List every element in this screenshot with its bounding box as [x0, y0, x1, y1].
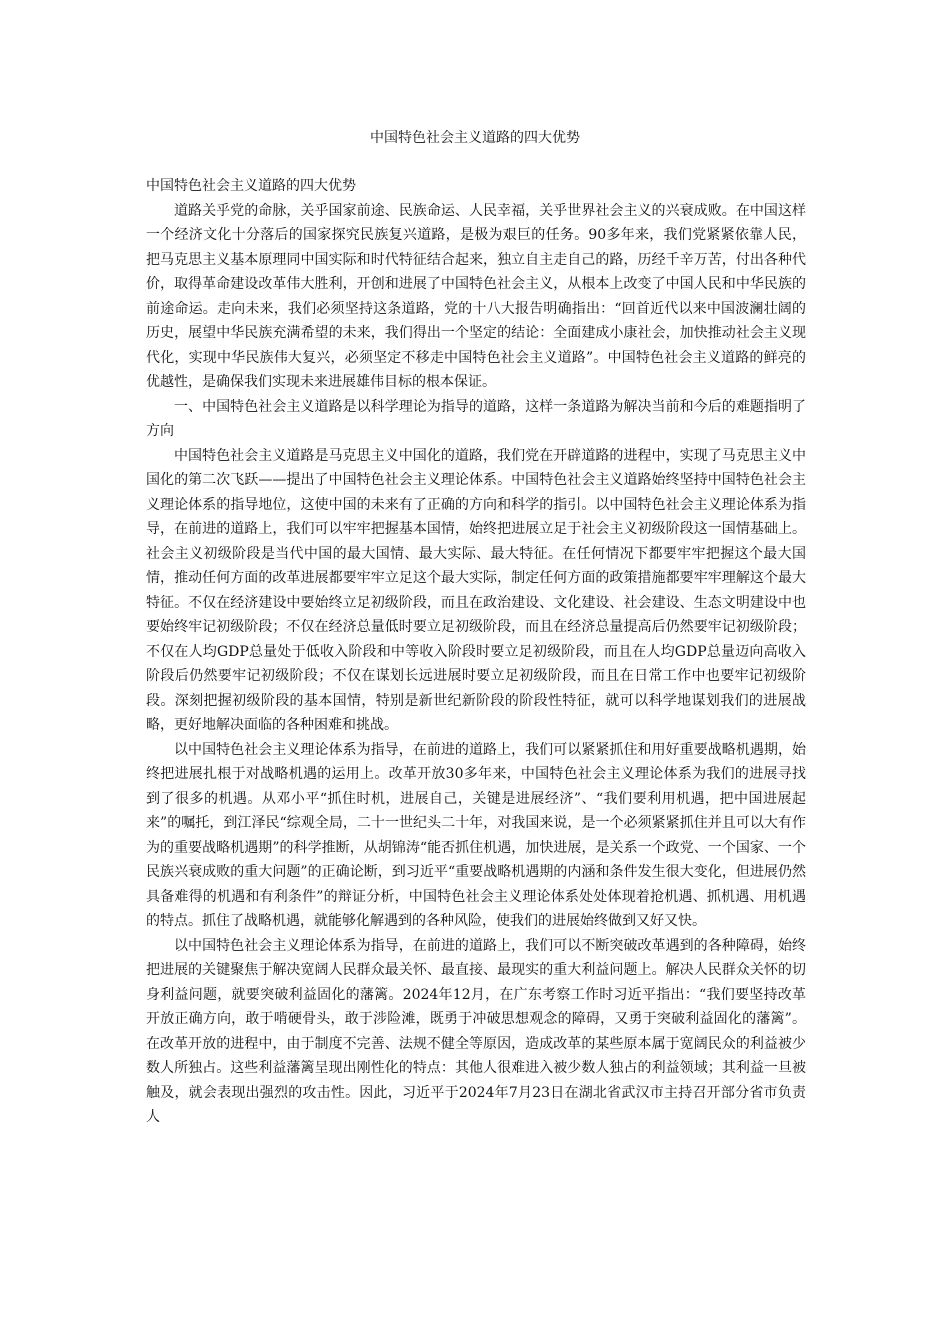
- paragraph-theory-guidance: 中国特色社会主义道路是马克思主义中国化的道路，我们党在开辟道路的进程中，实现了马克思主义中国化的第二次飞跃——提出了中国特色社会主义理论体系。中国特色社会主义道路始终坚持中国特色社会主义理论体系的指导地位，这使中国的未来有了正确的方向和科学的指引。以中国特色社会主义理论体系为指导，在前进的道路上，我们可以牢牢把握基本国情，始终把进展立足于社会主义初级阶段这一国情基础上。社会主义初级阶段是当代中国的最大国情、最大实际、最大特征。在任何情况下都要牢牢把握这个最大国情，推动任何方面的改革进展都要牢牢立足这个最大实际，制定任何方面的政策措施都要牢牢理解这个最大特征。不仅在经济建设中要始终立足初级阶段，而且在政治建设、文化建设、社会建设、生态文明建设中也要始终牢记初级阶段；不仅在经济总量低时要立足初级阶段，而且在经济总量提高后仍然要牢记初级阶段；不仅在人均GDP总量处于低收入阶段和中等收入阶段时要立足初级阶段，而且在人均GDP总量迈向高收入阶段后仍然要牢记初级阶段；不仅在谋划长远进展时要立足初级阶段，而且在日常工作中也要牢记初级阶段。深刻把握初级阶段的基本国情，特别是新世纪新阶段的阶段性特征，就可以科学地谋划我们的进展战略，更好地解决面临的各种困难和挑战。: [146, 447, 806, 733]
- paragraph-intro: 道路关乎党的命脉，关乎国家前途、民族命运、人民幸福，关乎世界社会主义的兴衰成败。在中国这样一个经济文化十分落后的国家探究民族复兴道路，是极为艰巨的任务。90多年来，我们党紧紧依靠人民，把马克思主义基本原理同中国实际和时代特征结合起来，独立自主走自己的路，历经千辛万苦，付出各种代价，取得革命建设改革伟大胜利，开创和进展了中国特色社会主义，从根本上改变了中国人民和中华民族的前途命运。走向未来，我们必须坚持这条道路，党的十八大报告明确指出：“回首近代以来中国波澜壮阔的历史，展望中华民族充满希望的未来，我们得出一个坚定的结论：全面建成小康社会，加快推动社会主义现代化，实现中华民族伟大复兴，必须坚定不移走中国特色社会主义道路”。中国特色社会主义道路的鲜亮的优越性，是确保我们实现未来进展雄伟目标的根本保证。: [146, 202, 806, 390]
- document-subtitle: 中国特色社会主义道路的四大优势: [146, 178, 356, 194]
- section-heading-1: 一、中国特色社会主义道路是以科学理论为指导的道路，这样一条道路为解决当前和今后的难题指明了方向: [146, 398, 806, 439]
- document-title: 中国特色社会主义道路的四大优势: [370, 130, 580, 146]
- paragraph-reform-obstacles: 以中国特色社会主义理论体系为指导，在前进的道路上，我们可以不断突破改革遇到的各种障碍，始终把进展的关键聚焦于解决宽阔人民群众最关怀、最直接、最现实的重大利益问题上。解决人民群众关怀的切身利益问题，就要突破利益固化的藩篱。2024年12月，在广东考察工作时习近平指出：“我们要坚持改革开放正确方向，敢于啃硬骨头，敢于涉险滩，既勇于冲破思想观念的障碍，又勇于突破利益固化的藩篱”。在改革开放的进程中，由于制度不完善、法规不健全等原因，造成改革的某些原本属于宽阔民众的利益被少数人所独占。这些利益藩篱呈现出刚性化的特点：其他人很难进入被少数人独占的利益领域；其利益一旦被触及，就会表现出强烈的攻击性。因此，习近平于2024年7月23日在湖北省武汉市主持召开部分省市负责人: [146, 937, 806, 1125]
- document-body: [146, 174, 806, 1130]
- paragraph-strategic-opportunity: 以中国特色社会主义理论体系为指导，在前进的道路上，我们可以紧紧抓住和用好重要战略机遇期，始终把进展扎根于对战略机遇的运用上。改革开放30多年来，中国特色社会主义理论体系为我们的进展寻找到了很多的机遇。从邓小平“抓住时机，进展自己，关键是进展经济”、“我们要利用机遇，把中国进展起来”的嘱托，到江泽民“综观全局，二十一世纪头二十年，对我国来说，是一个必须紧紧抓住并且可以大有作为的重要战略机遇期”的科学推断，从胡锦涛“能否抓住机遇，加快进展，是关系一个政党、一个国家、一个民族兴衰成败的重大问题”的正确论断，到习近平“重要战略机遇期的内涵和条件发生很大变化，但进展仍然具备难得的机遇和有利条件”的辩证分析，中国特色社会主义理论体系处处体现着抢机遇、抓机遇、用机遇的特点。抓住了战略机遇，就能够化解遇到的各种风险，使我们的进展始终做到又好又快。: [146, 741, 806, 929]
